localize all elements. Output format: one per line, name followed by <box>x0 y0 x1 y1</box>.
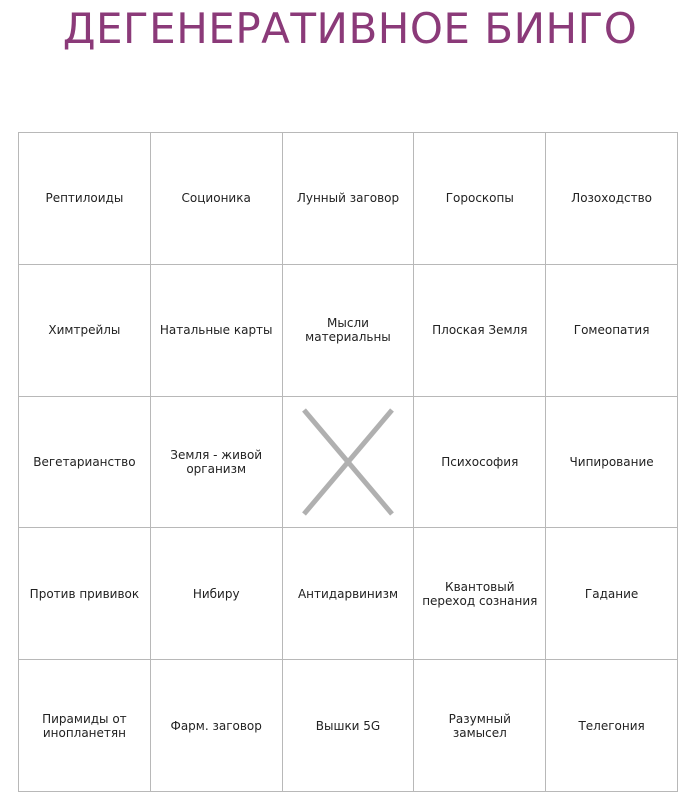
page-title: ДЕГЕНЕРАТИВНОЕ БИНГО <box>62 4 638 53</box>
bingo-cell[interactable]: Натальные карты <box>151 265 283 397</box>
bingo-cell[interactable]: Фарм. заговор <box>151 660 283 792</box>
bingo-cell[interactable]: Вышки 5G <box>283 660 415 792</box>
bingo-cell[interactable]: Психософия <box>414 397 546 529</box>
bingo-cell[interactable]: Лозоходство <box>546 133 678 265</box>
bingo-cell[interactable]: Телегония <box>546 660 678 792</box>
bingo-board <box>18 132 678 792</box>
bingo-cell[interactable]: Плоская Земля <box>414 265 546 397</box>
bingo-cell[interactable]: Гадание <box>546 528 678 660</box>
bingo-cell[interactable]: Чипирование <box>546 397 678 529</box>
bingo-cell[interactable]: Вегетарианство <box>19 397 151 529</box>
bingo-cell[interactable]: Химтрейлы <box>19 265 151 397</box>
bingo-cell[interactable]: Гороскопы <box>414 133 546 265</box>
bingo-cell[interactable]: Квантовый переход сознания <box>414 528 546 660</box>
bingo-cell[interactable]: Рептилоиды <box>19 133 151 265</box>
bingo-cell[interactable]: Мысли материальны <box>283 265 415 397</box>
bingo-cell[interactable]: Гомеопатия <box>546 265 678 397</box>
cross-icon <box>300 406 396 518</box>
bingo-cell[interactable]: Нибиру <box>151 528 283 660</box>
bingo-cell[interactable]: Соционика <box>151 133 283 265</box>
bingo-cell[interactable]: Против прививок <box>19 528 151 660</box>
bingo-cell[interactable]: Антидарвинизм <box>283 528 415 660</box>
bingo-free-cell[interactable] <box>283 397 415 529</box>
bingo-cell[interactable]: Разумный замысел <box>414 660 546 792</box>
bingo-cell[interactable]: Пирамиды от инопланетян <box>19 660 151 792</box>
bingo-cell[interactable]: Лунный заговор <box>283 133 415 265</box>
bingo-cell[interactable]: Земля - живой организм <box>151 397 283 529</box>
